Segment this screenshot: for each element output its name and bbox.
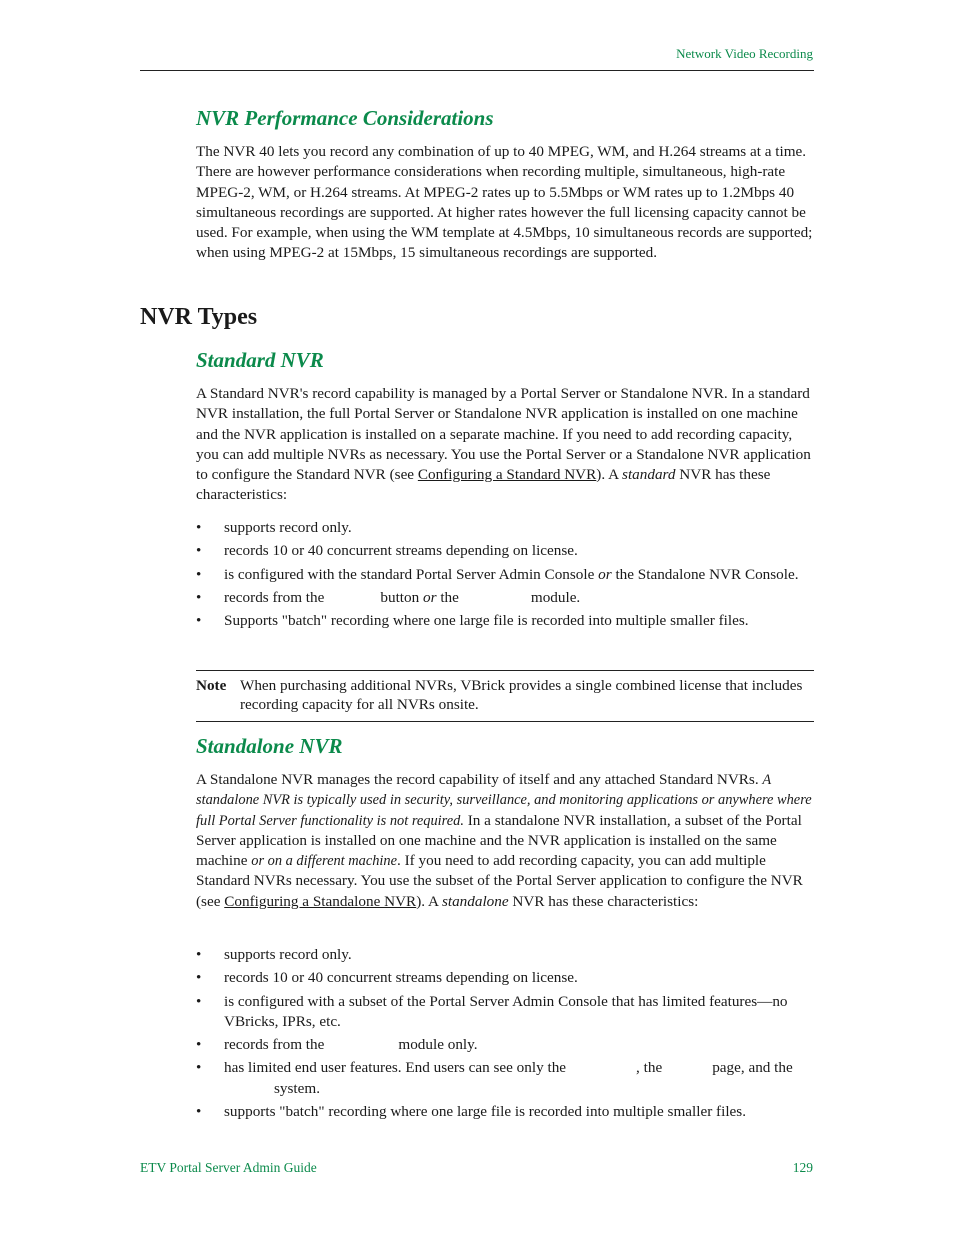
link-configuring-standard-nvr[interactable]: Configuring a Standard NVR: [417, 466, 597, 484]
standard-body-1: A Standard NVR's record capability is managed by a Portal Server or Standalone NVR. In a standard NVR installation, the full Portal Server or Standalone NVR application is installed on one machine and the NVR application is installed on a separate machine. If you need to add recording capacity, you can add multiple NVRs as necessary. You use the Portal Server or a Standalone NVR application to configure the Standard NVR (see: [196, 385, 811, 484]
standard-body-2: ). A: [596, 466, 623, 484]
paragraph-standalone-nvr: A Standalone NVR manages the record capability of itself and any attached Standard NVRs. A standalone NVR is typically used in security, surveillance, and monitoring applications or anywhere where full Portal Server functionality is not required. In a standalone NVR installation, a subset of the Portal Server application is installed on one machine and the NVR application is installed on the same machine or on a different machine. If you need to add recording capacity, you can add multiple Standard NVRs necessary. You use the subset of the Portal Server application to configure the NVR (see Configuring a Standalone NVR). A standalone NVR has these characteristics:: [196, 771, 812, 910]
paragraph-standard-nvr: [196, 384, 814, 506]
standard-body-italic: standard: [622, 466, 676, 484]
link-configuring-standalone-nvr[interactable]: Configuring a Standalone NVR: [224, 892, 417, 910]
list-item: • is configured with the standard Portal Server Admin Console or the Standalone NVR Console.: [196, 565, 799, 583]
footer-guide-title: ETV Portal Server Admin Guide: [140, 1160, 317, 1175]
standard-body-3: NVR has these characteristics:: [196, 466, 771, 504]
paragraph-performance: The NVR 40 lets you record any combination of up to 40 MPEG, WM, and H.264 streams at a time. There are however performance considerations when recording multiple, simultaneous, high-rate MPEG-2, WM, or H.264 streams. At MPEG-2 rates up to 5.5Mbps or WM rates up to 1.2Mbps 40 simultaneous recordings are supported. At higher rates however the full licensing capacity cannot be used. For example, when using the WM template at 4.5Mbps, 10 simultaneous records are supported; when using MPEG-2 at 15Mbps, 15 simultaneous recordings are supported.: [196, 143, 813, 262]
heading-standalone-nvr: Standalone NVR: [196, 734, 343, 758]
list-item: • records 10 or 40 concurrent streams depending on license.: [196, 969, 578, 987]
note-label: Note: [196, 677, 227, 694]
heading-performance: NVR Performance Considerations: [196, 106, 494, 130]
heading-standard-nvr: Standard NVR: [196, 348, 324, 372]
running-header: Network Video Recording: [676, 46, 813, 61]
list-item: • records 10 or 40 concurrent streams depending on license.: [196, 542, 578, 560]
list-item: • Supports "batch" recording where one large file is recorded into multiple smaller files.: [196, 612, 749, 630]
standalone-characteristics-list: [196, 945, 814, 1125]
footer-page-number: 129: [792, 1160, 813, 1175]
list-item: • supports record only.: [196, 519, 352, 536]
heading-nvr-types: NVR Types: [140, 304, 258, 330]
list-item: • records from the button or the module.: [196, 588, 581, 606]
header-rule: [140, 70, 814, 71]
list-item: • records from the module only.: [196, 1036, 478, 1054]
list-item: • is configured with a subset of the Portal Server Admin Console that has limited features—no VBricks, IPRs, etc.: [196, 992, 788, 1030]
list-item: • supports record only.: [196, 946, 352, 963]
standard-characteristics-list: [196, 518, 814, 634]
list-item: • has limited end user features. End users can see only the , the page, and thesystem.: [196, 1059, 793, 1097]
note-box: [196, 670, 814, 722]
note-text: When purchasing additional NVRs, VBrick provides a single combined license that includes recording capacity for all NVRs onsite.: [240, 677, 803, 713]
list-item: • supports "batch" recording where one large file is recorded into multiple smaller files.: [196, 1103, 747, 1121]
